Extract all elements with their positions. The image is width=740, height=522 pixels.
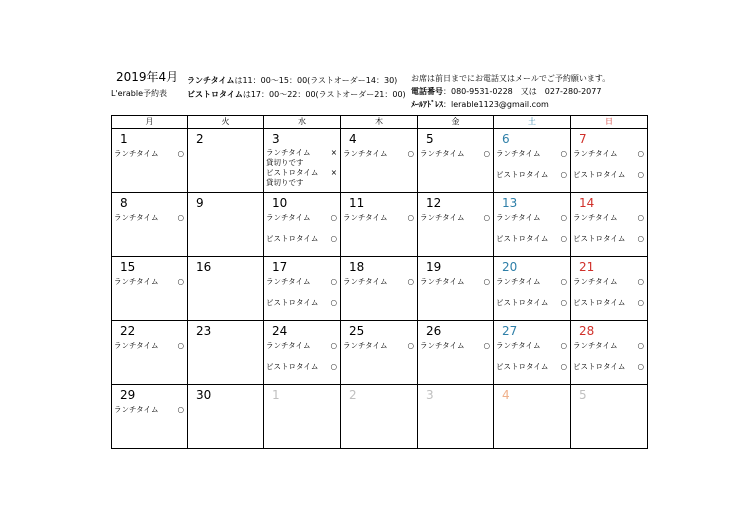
availability-mark: ○ bbox=[637, 149, 644, 158]
bistro-hours-info bbox=[187, 89, 406, 100]
day-number: 14 bbox=[579, 196, 595, 210]
lunch-slot-label: ランチタイム bbox=[496, 341, 541, 350]
day-number: 1 bbox=[120, 132, 128, 146]
availability-mark: ○ bbox=[483, 341, 490, 350]
calendar-week-row bbox=[112, 257, 648, 321]
reservation-notice: お席は前日までにお電話又はメールでご予約願います。 bbox=[411, 74, 611, 83]
weekday-header: 土 bbox=[494, 116, 571, 129]
day-cell[interactable] bbox=[571, 385, 648, 449]
day-cell[interactable] bbox=[112, 385, 188, 449]
day-number: 30 bbox=[196, 388, 212, 402]
calendar-week-row bbox=[112, 385, 648, 449]
bistro-hours-label: ビストロタイム bbox=[187, 90, 243, 99]
weekday-header-row bbox=[112, 116, 648, 129]
day-number: 13 bbox=[502, 196, 518, 210]
calendar-week-row bbox=[112, 193, 648, 257]
availability-mark: ○ bbox=[407, 213, 414, 222]
availability-mark: ○ bbox=[330, 277, 337, 286]
availability-mark: ○ bbox=[483, 213, 490, 222]
lunch-slot-label: ランチタイム bbox=[573, 213, 618, 222]
availability-mark: ○ bbox=[177, 341, 184, 350]
day-number: 3 bbox=[272, 132, 280, 146]
day-cell[interactable] bbox=[494, 257, 571, 321]
private-booking-note: 貸切りです bbox=[266, 158, 304, 167]
lunch-slot-label: ランチタイム bbox=[114, 341, 159, 350]
day-number: 21 bbox=[579, 260, 595, 274]
day-number: 22 bbox=[120, 324, 136, 338]
calendar-week-row bbox=[112, 129, 648, 193]
day-number: 29 bbox=[120, 388, 136, 402]
day-cell[interactable] bbox=[494, 193, 571, 257]
day-number: 7 bbox=[579, 132, 587, 146]
availability-mark: ○ bbox=[560, 213, 567, 222]
day-cell[interactable] bbox=[341, 257, 418, 321]
lunch-hours-label: ランチタイム bbox=[187, 76, 235, 85]
lunch-slot-label: ランチタイム bbox=[496, 149, 541, 158]
day-cell[interactable] bbox=[188, 385, 264, 449]
phone-value: ：080-9531-0228 又は 027-280-2077 bbox=[443, 87, 602, 96]
reservation-calendar bbox=[111, 115, 648, 449]
bistro-slot-label: ビストロタイム bbox=[266, 298, 319, 307]
availability-mark: ○ bbox=[637, 170, 644, 179]
day-number: 23 bbox=[196, 324, 212, 338]
bistro-slot-label: ビストロタイム bbox=[266, 362, 319, 371]
day-number: 27 bbox=[502, 324, 518, 338]
lunch-slot-label: ランチタイム bbox=[420, 277, 465, 286]
day-number: 8 bbox=[120, 196, 128, 210]
day-cell[interactable] bbox=[188, 257, 264, 321]
day-number: 26 bbox=[426, 324, 442, 338]
day-number: 28 bbox=[579, 324, 595, 338]
day-number: 2 bbox=[349, 388, 357, 402]
day-cell[interactable] bbox=[418, 129, 494, 193]
day-cell[interactable] bbox=[112, 129, 188, 193]
availability-mark: ○ bbox=[560, 341, 567, 350]
weekday-header: 日 bbox=[571, 116, 648, 129]
day-number: 25 bbox=[349, 324, 365, 338]
lunch-slot-label: ランチタイム bbox=[343, 213, 388, 222]
day-cell[interactable] bbox=[571, 193, 648, 257]
day-cell[interactable] bbox=[494, 385, 571, 449]
bistro-slot-label: ビストロタイム bbox=[573, 170, 626, 179]
day-number: 4 bbox=[502, 388, 510, 402]
lunch-slot-label: ランチタイム bbox=[266, 148, 311, 157]
email-label: ﾒｰﾙｱﾄﾞﾚｽ bbox=[411, 100, 443, 109]
day-cell[interactable] bbox=[264, 193, 341, 257]
lunch-slot-label: ランチタイム bbox=[266, 213, 311, 222]
availability-mark: ○ bbox=[483, 149, 490, 158]
day-cell[interactable] bbox=[341, 321, 418, 385]
availability-mark: ○ bbox=[483, 277, 490, 286]
day-number: 10 bbox=[272, 196, 288, 210]
calendar-body bbox=[112, 129, 648, 449]
day-cell[interactable] bbox=[571, 321, 648, 385]
lunch-hours-info bbox=[187, 75, 397, 86]
availability-mark: ○ bbox=[177, 405, 184, 414]
phone-label: 電話番号 bbox=[411, 87, 443, 96]
availability-mark: ○ bbox=[637, 341, 644, 350]
availability-mark: ○ bbox=[407, 341, 414, 350]
lunch-hours-value: は11：00〜15：00(ラストオーダー14：30) bbox=[234, 76, 398, 85]
availability-mark: ○ bbox=[637, 362, 644, 371]
day-cell[interactable] bbox=[418, 321, 494, 385]
availability-mark: × bbox=[330, 148, 337, 157]
availability-mark: ○ bbox=[330, 298, 337, 307]
bistro-slot-label: ビストロタイム bbox=[496, 170, 549, 179]
weekday-header: 金 bbox=[418, 116, 494, 129]
lunch-slot-label: ランチタイム bbox=[343, 341, 388, 350]
availability-mark: ○ bbox=[637, 298, 644, 307]
email-info bbox=[411, 99, 549, 110]
calendar-title: 2019年4月 bbox=[116, 70, 179, 84]
day-number: 15 bbox=[120, 260, 136, 274]
bistro-slot-label: ビストロタイム bbox=[496, 234, 549, 243]
day-cell[interactable] bbox=[341, 385, 418, 449]
bistro-slot-label: ビストロタイム bbox=[496, 362, 549, 371]
lunch-slot-label: ランチタイム bbox=[420, 341, 465, 350]
availability-mark: ○ bbox=[177, 213, 184, 222]
day-number: 1 bbox=[272, 388, 280, 402]
availability-mark: ○ bbox=[560, 170, 567, 179]
bistro-slot-label: ビストロタイム bbox=[573, 362, 626, 371]
day-number: 3 bbox=[426, 388, 434, 402]
reservation-table-subtitle: L'erable予約表 bbox=[111, 89, 167, 98]
day-number: 5 bbox=[579, 388, 587, 402]
day-number: 2 bbox=[196, 132, 204, 146]
day-number: 4 bbox=[349, 132, 357, 146]
availability-mark: ○ bbox=[560, 277, 567, 286]
day-cell[interactable] bbox=[264, 129, 341, 193]
lunch-slot-label: ランチタイム bbox=[573, 277, 618, 286]
day-number: 12 bbox=[426, 196, 442, 210]
lunch-slot-label: ランチタイム bbox=[266, 341, 311, 350]
lunch-slot-label: ランチタイム bbox=[114, 149, 159, 158]
email-value: ：lerable1123@gmail.com bbox=[443, 100, 549, 109]
lunch-slot-label: ランチタイム bbox=[343, 149, 388, 158]
day-number: 11 bbox=[349, 196, 365, 210]
availability-mark: ○ bbox=[407, 149, 414, 158]
day-number: 16 bbox=[196, 260, 212, 274]
availability-mark: ○ bbox=[637, 277, 644, 286]
availability-mark: ○ bbox=[560, 298, 567, 307]
weekday-header: 月 bbox=[112, 116, 188, 129]
day-cell[interactable] bbox=[112, 257, 188, 321]
availability-mark: ○ bbox=[330, 213, 337, 222]
weekday-header: 火 bbox=[188, 116, 264, 129]
day-number: 18 bbox=[349, 260, 365, 274]
availability-mark: ○ bbox=[637, 234, 644, 243]
day-cell[interactable] bbox=[418, 385, 494, 449]
day-cell[interactable] bbox=[112, 321, 188, 385]
day-cell[interactable] bbox=[571, 257, 648, 321]
availability-mark: ○ bbox=[330, 341, 337, 350]
day-cell[interactable] bbox=[188, 321, 264, 385]
day-cell[interactable] bbox=[418, 193, 494, 257]
lunch-slot-label: ランチタイム bbox=[496, 213, 541, 222]
day-cell[interactable] bbox=[341, 129, 418, 193]
availability-mark: ○ bbox=[330, 234, 337, 243]
day-cell[interactable] bbox=[264, 385, 341, 449]
weekday-header: 水 bbox=[264, 116, 341, 129]
availability-mark: ○ bbox=[177, 277, 184, 286]
bistro-slot-label: ビストロタイム bbox=[573, 298, 626, 307]
day-cell[interactable] bbox=[264, 321, 341, 385]
day-number: 19 bbox=[426, 260, 442, 274]
bistro-slot-label: ビストロタイム bbox=[266, 168, 319, 177]
lunch-slot-label: ランチタイム bbox=[420, 149, 465, 158]
day-number: 5 bbox=[426, 132, 434, 146]
lunch-slot-label: ランチタイム bbox=[343, 277, 388, 286]
day-number: 9 bbox=[196, 196, 204, 210]
availability-mark: ○ bbox=[560, 234, 567, 243]
day-cell[interactable] bbox=[341, 193, 418, 257]
day-cell[interactable] bbox=[188, 193, 264, 257]
bistro-slot-label: ビストロタイム bbox=[266, 234, 319, 243]
bistro-hours-value: は17：00〜22：00(ラストオーダー21：00) bbox=[242, 90, 406, 99]
lunch-slot-label: ランチタイム bbox=[114, 213, 159, 222]
bistro-slot-label: ビストロタイム bbox=[573, 234, 626, 243]
day-cell[interactable] bbox=[188, 129, 264, 193]
lunch-slot-label: ランチタイム bbox=[573, 149, 618, 158]
lunch-slot-label: ランチタイム bbox=[266, 277, 311, 286]
availability-mark: ○ bbox=[177, 149, 184, 158]
day-number: 24 bbox=[272, 324, 288, 338]
day-cell[interactable] bbox=[418, 257, 494, 321]
day-cell[interactable] bbox=[494, 129, 571, 193]
calendar-week-row bbox=[112, 321, 648, 385]
day-number: 6 bbox=[502, 132, 510, 146]
lunch-slot-label: ランチタイム bbox=[114, 405, 159, 414]
availability-mark: ○ bbox=[407, 277, 414, 286]
day-number: 20 bbox=[502, 260, 518, 274]
lunch-slot-label: ランチタイム bbox=[114, 277, 159, 286]
bistro-slot-label: ビストロタイム bbox=[496, 298, 549, 307]
availability-mark: ○ bbox=[560, 149, 567, 158]
day-number: 17 bbox=[272, 260, 288, 274]
weekday-header: 木 bbox=[341, 116, 418, 129]
day-cell[interactable] bbox=[112, 193, 188, 257]
availability-mark: ○ bbox=[637, 213, 644, 222]
day-cell[interactable] bbox=[571, 129, 648, 193]
private-booking-note: 貸切りです bbox=[266, 178, 304, 187]
day-cell[interactable] bbox=[494, 321, 571, 385]
availability-mark: ○ bbox=[560, 362, 567, 371]
availability-mark: ○ bbox=[330, 362, 337, 371]
phone-info bbox=[411, 86, 601, 97]
availability-mark: × bbox=[330, 168, 337, 177]
day-cell[interactable] bbox=[264, 257, 341, 321]
lunch-slot-label: ランチタイム bbox=[573, 341, 618, 350]
lunch-slot-label: ランチタイム bbox=[496, 277, 541, 286]
lunch-slot-label: ランチタイム bbox=[420, 213, 465, 222]
